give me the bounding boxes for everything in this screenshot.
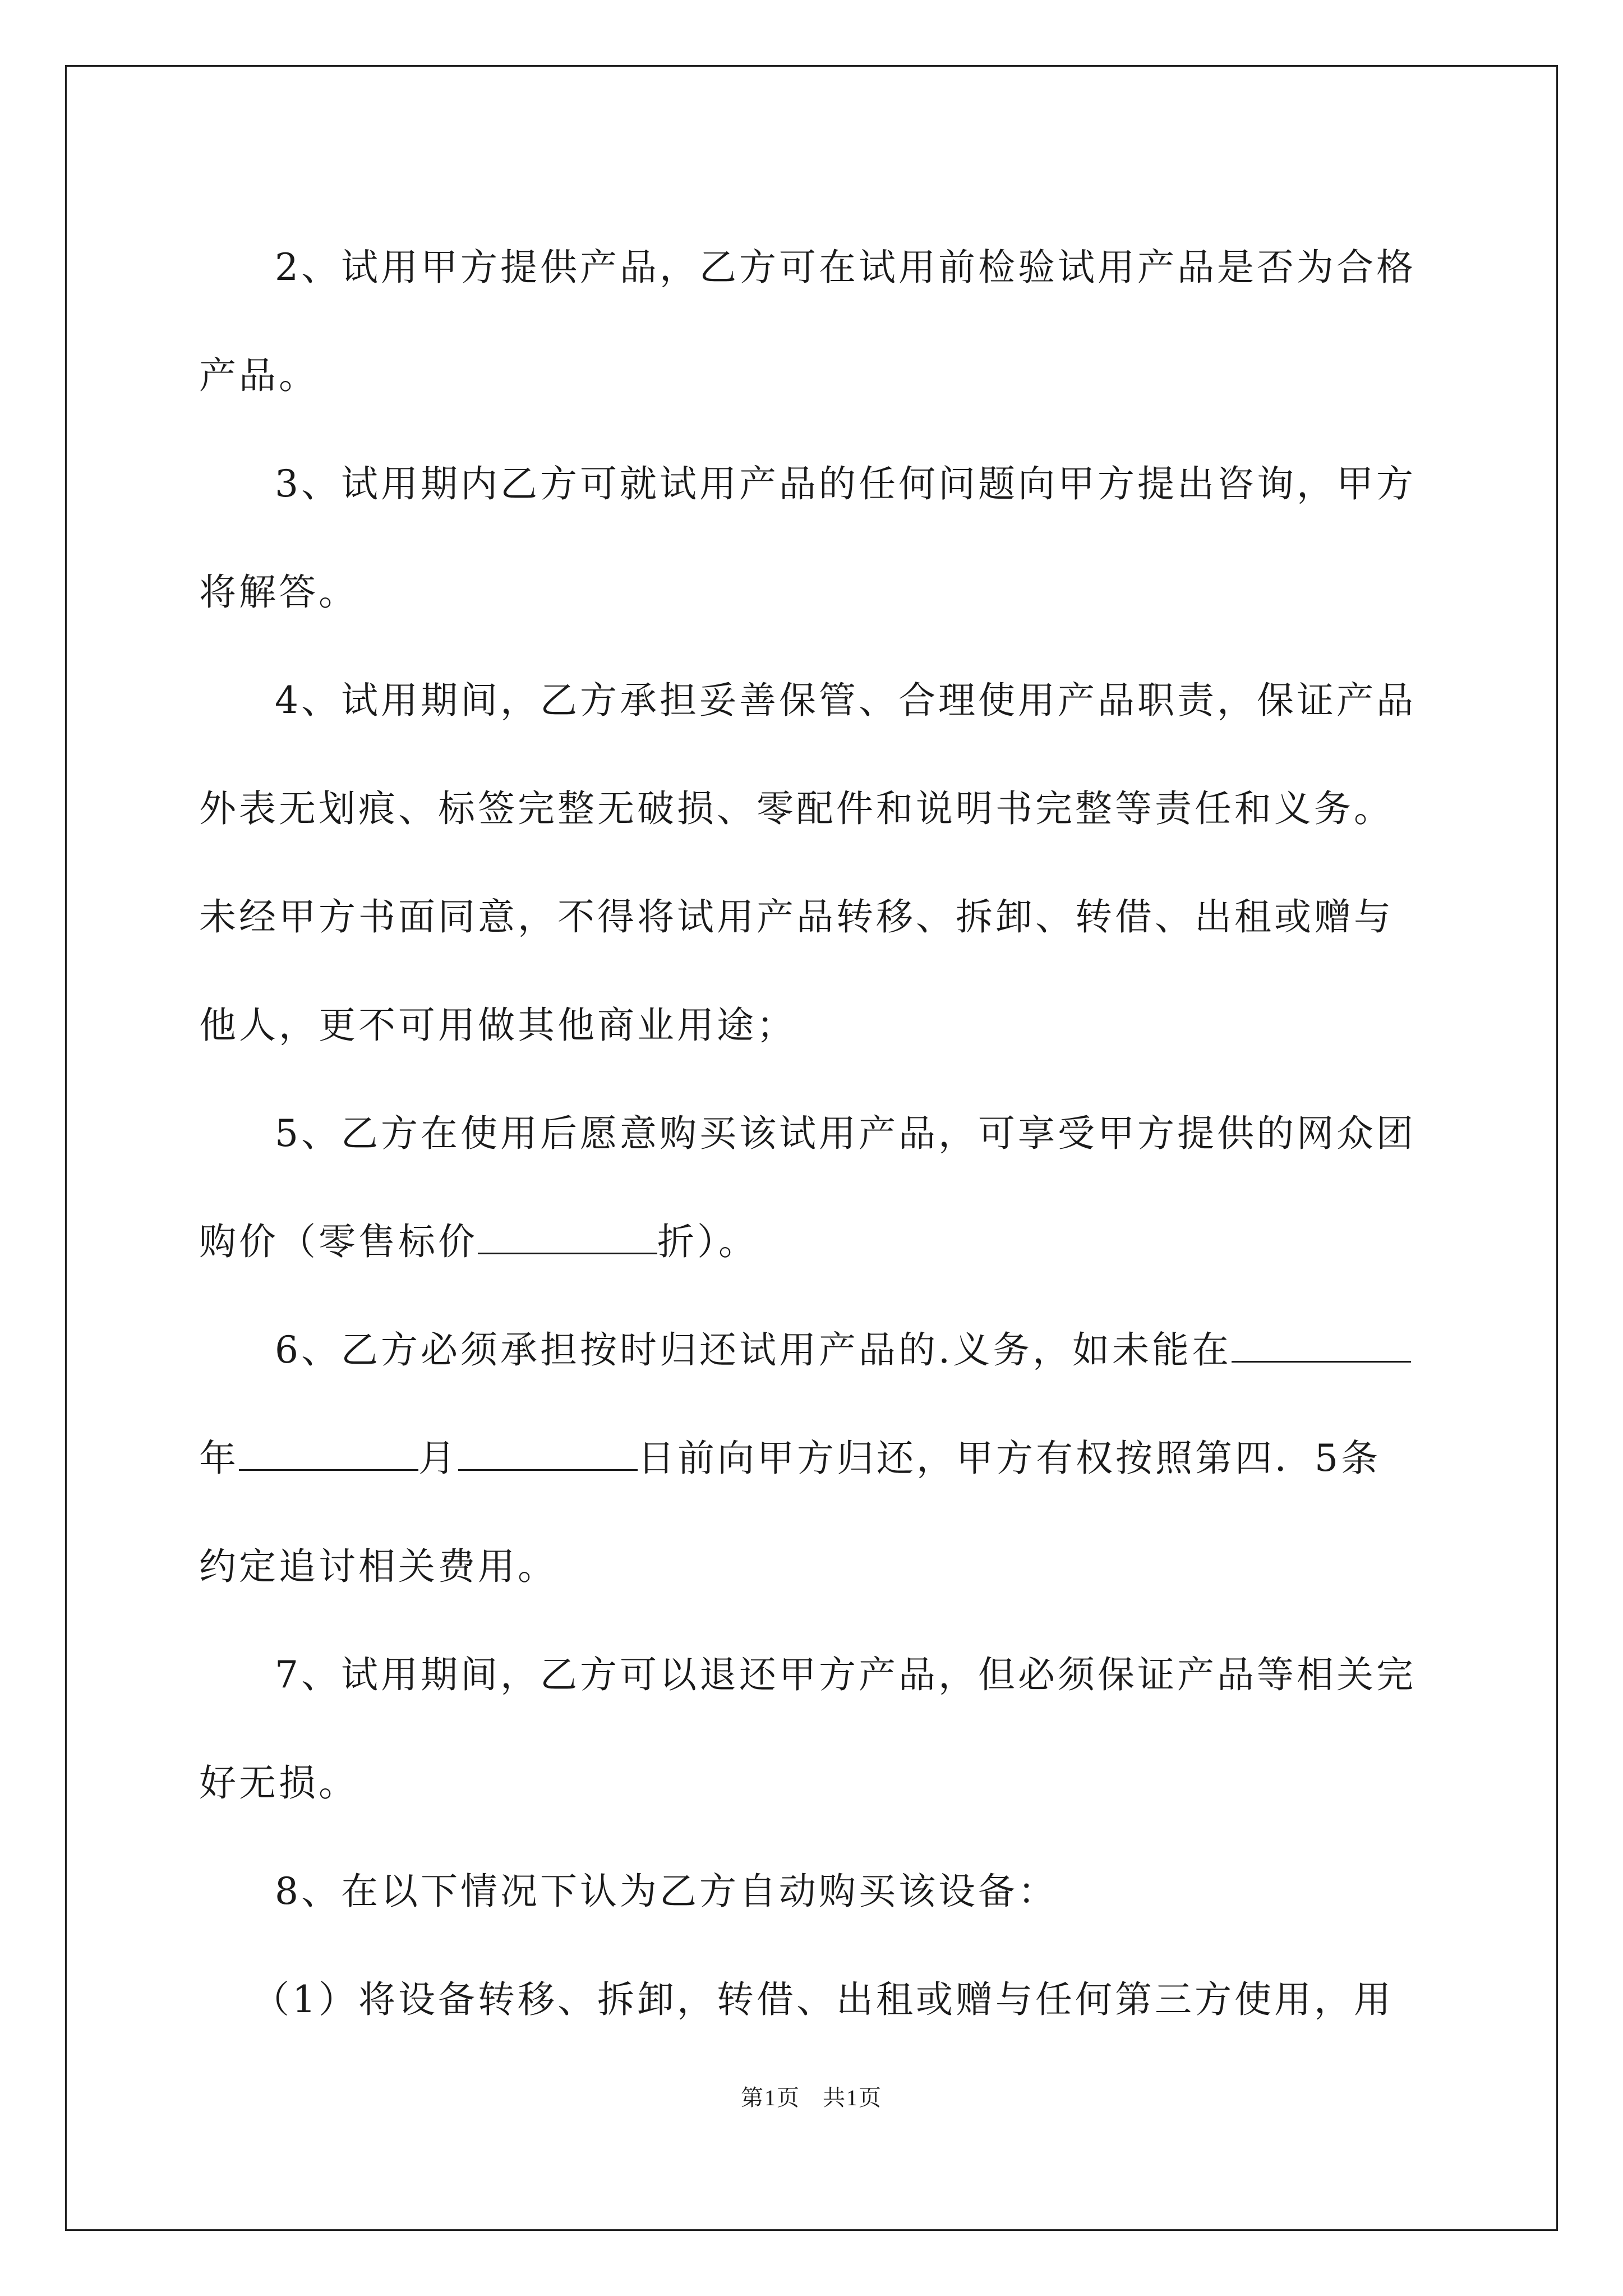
paragraph-5-line-1: 5、乙方在使用后愿意购买该试用产品，可享受甲方提供的网众团 bbox=[275, 1112, 1416, 1155]
month-blank[interactable] bbox=[239, 1437, 418, 1471]
paragraph-4-line-3: 未经甲方书面同意，不得将试用产品转移、拆卸、转借、出租或赠与 bbox=[199, 895, 1394, 938]
day-blank[interactable] bbox=[458, 1437, 638, 1471]
paragraph-3-line-1: 3、试用期内乙方可就试用产品的任何问题向甲方提出咨询，甲方 bbox=[275, 462, 1416, 505]
paragraph-5-text-after: 折）。 bbox=[657, 1220, 758, 1263]
paragraph-6-line-3: 约定追讨相关费用。 bbox=[199, 1545, 557, 1588]
paragraph-6-line-1 bbox=[199, 1296, 1422, 1404]
paragraph-6-line-2 bbox=[199, 1404, 1422, 1512]
paragraph-3-line-2: 将解答。 bbox=[199, 570, 358, 614]
total-pages: 共1页 bbox=[823, 2085, 882, 2110]
discount-blank[interactable] bbox=[478, 1220, 657, 1254]
paragraph-5-text-before: 购价（零售标价 bbox=[199, 1220, 478, 1263]
paragraph-5-line-2 bbox=[199, 1188, 1422, 1296]
paragraph-2-line-2: 产品。 bbox=[199, 354, 319, 397]
document-body bbox=[199, 213, 1422, 2054]
paragraph-7-line-1: 7、试用期间，乙方可以退还甲方产品，但必须保证产品等相关完 bbox=[275, 1653, 1416, 1696]
paragraph-4-line-1: 4、试用期间，乙方承担妥善保管、合理使用产品职责，保证产品 bbox=[275, 679, 1416, 722]
paragraph-4-line-2: 外表无划痕、标签完整无破损、零配件和说明书完整等责任和义务。 bbox=[199, 787, 1394, 830]
year-blank[interactable] bbox=[1232, 1328, 1411, 1363]
paragraph-8-1-line-1: （1）将设备转移、拆卸，转借、出租或赠与任何第三方使用，用 bbox=[252, 1978, 1394, 2021]
paragraph-6-text-before: 6、乙方必须承担按时归还试用产品的.义务，如未能在 bbox=[275, 1328, 1232, 1372]
page-footer bbox=[0, 2080, 1623, 2112]
paragraph-7-line-2: 好无损。 bbox=[199, 1761, 358, 1805]
paragraph-4-line-4: 他人，更不可用做其他商业用途； bbox=[199, 1004, 796, 1047]
paragraph-2-line-1: 2、试用甲方提供产品，乙方可在试用前检验试用产品是否为合格 bbox=[275, 246, 1416, 289]
year-label: 年 bbox=[199, 1437, 239, 1480]
paragraph-8-line-1: 8、在以下情况下认为乙方自动购买该设备： bbox=[275, 1870, 1058, 1913]
paragraph-6-text-after: 日前向甲方归还，甲方有权按照第四．5条 bbox=[638, 1437, 1381, 1480]
page-number: 第1页 bbox=[741, 2085, 800, 2110]
month-label: 月 bbox=[418, 1437, 458, 1480]
